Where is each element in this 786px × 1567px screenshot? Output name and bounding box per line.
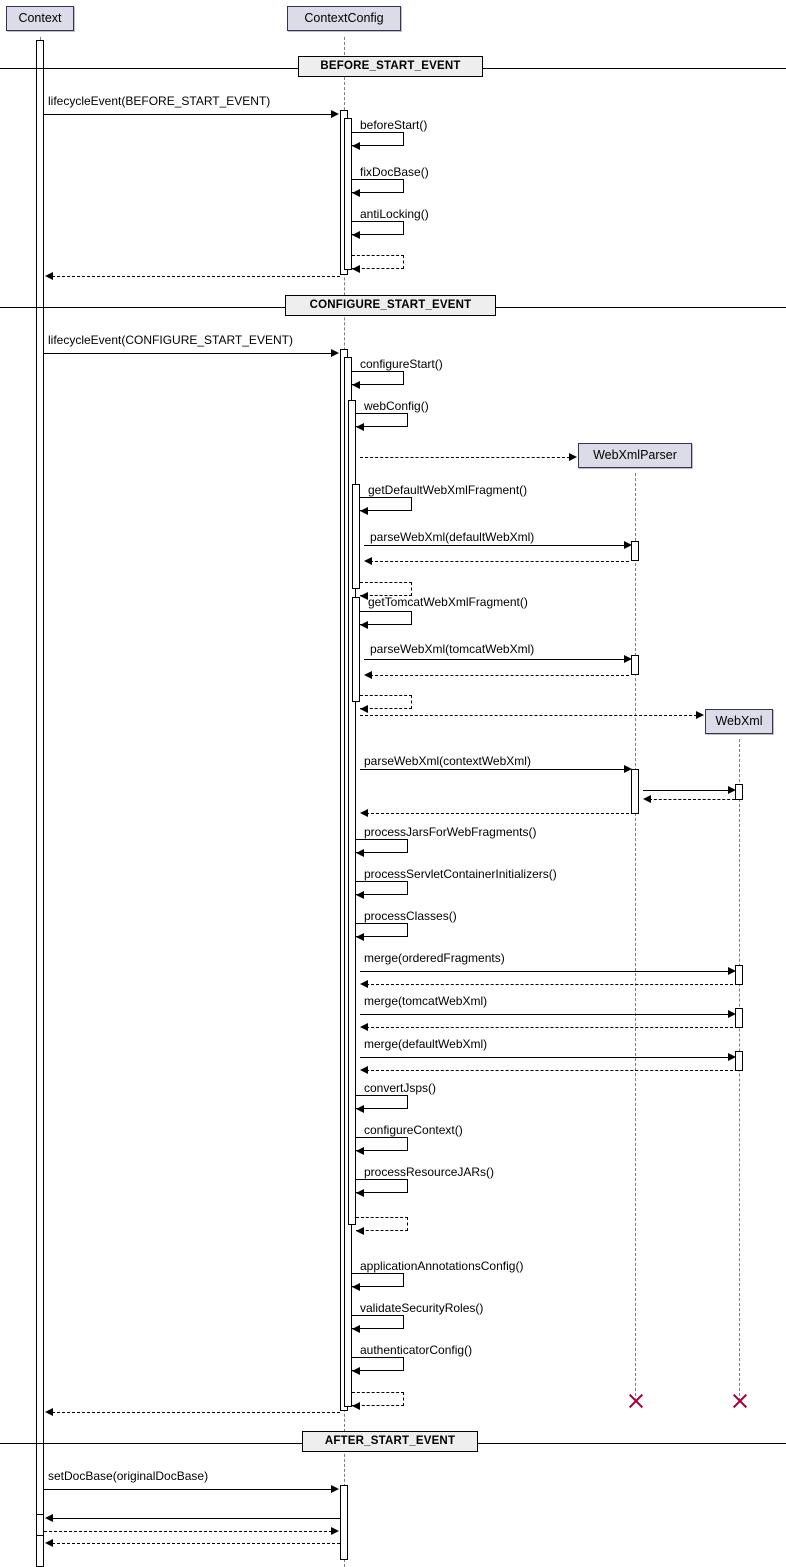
message-line-create-webxmlparser: [360, 457, 570, 458]
message-arrowhead-lifecycle-after-start: [331, 1485, 339, 1493]
message-line-return-configure-start: [52, 1412, 340, 1413]
message-line-merge-orderedfragments: [360, 971, 731, 972]
message-arrowhead-getdefaultwebxmlfragment: [360, 507, 368, 515]
message-arrowhead-webxmlparser-to-webxml: [728, 786, 736, 794]
message-label-authenticatorconfig: authenticatorConfig(): [360, 1343, 473, 1357]
message-line-merge-tomcatwebxml: [360, 1014, 731, 1015]
message-label-applicationannotationsconfig: applicationAnnotationsConfig(): [360, 1259, 524, 1273]
message-arrowhead-lifecycle-before-start: [331, 110, 339, 118]
message-line-lifecycle-before-start: [44, 114, 332, 115]
message-line-webxmlparser-to-webxml: [643, 790, 731, 791]
message-arrowhead-return-before-start: [45, 272, 53, 280]
message-label-processresourcejars: processResourceJARs(): [364, 1165, 495, 1179]
divider-label-before-start: BEFORE_START_EVENT: [298, 56, 483, 77]
message-arrowhead-return-merge-defaultwebxml: [360, 1066, 368, 1074]
message-arrowhead-webconfig: [356, 423, 364, 431]
message-arrowhead-return-merge-tomcatwebxml: [360, 1023, 368, 1031]
message-arrowhead-self-return-webconfig: [356, 1227, 364, 1235]
message-label-parsewebxml-default: parseWebXml(defaultWebXml): [370, 530, 535, 544]
message-arrowhead-processresourcejars: [356, 1189, 364, 1197]
message-arrowhead-return-merge-orderedfragments: [360, 980, 368, 988]
message-label-merge-defaultwebxml: merge(defaultWebXml): [364, 1037, 488, 1051]
activation-webxml-merge3: [735, 1051, 743, 1071]
message-label-configurecontext: configureContext(): [364, 1123, 463, 1137]
message-arrowhead-gettomcatwebxmlfragment: [360, 621, 368, 629]
message-line-return-merge-defaultwebxml: [366, 1070, 733, 1071]
destroy-marker-webxml: [730, 1392, 748, 1410]
message-arrowhead-return-setdocbase: [331, 1527, 339, 1535]
activation-contextconfig-after: [340, 1485, 348, 1560]
message-arrowhead-processclasses: [356, 933, 364, 941]
message-arrowhead-beforestart: [352, 142, 360, 150]
activation-webxml-merge2: [735, 1008, 743, 1028]
message-arrowhead-merge-defaultwebxml: [728, 1053, 736, 1061]
message-arrowhead-merge-orderedfragments: [728, 967, 736, 975]
participant-webxml[interactable]: WebXml: [705, 709, 773, 734]
activation-contextconfig-tomcatfragment: [352, 597, 360, 702]
message-label-lifecycle-before-start: lifecycleEvent(BEFORE_START_EVENT): [48, 94, 271, 108]
message-label-lifecycle-after-start: setDocBase(originalDocBase): [48, 1469, 209, 1483]
message-arrowhead-self-return-tomcatfragment: [360, 705, 368, 713]
activation-webxmlparser-tomcat: [631, 655, 639, 675]
message-line-return-before-start: [52, 276, 340, 277]
message-arrowhead-antilocking: [352, 231, 360, 239]
message-label-antilocking: antiLocking(): [360, 207, 429, 221]
message-line-create-webxml: [360, 715, 697, 716]
message-line-lifecycle-configure-start: [44, 353, 332, 354]
message-label-lifecycle-configure-start: lifecycleEvent(CONFIGURE_START_EVENT): [48, 333, 293, 347]
message-line-return-parsewebxml-context: [366, 813, 629, 814]
message-arrowhead-merge-tomcatwebxml: [728, 1010, 736, 1018]
message-arrowhead-configurestart: [352, 381, 360, 389]
message-label-beforestart: beforeStart(): [360, 118, 428, 132]
message-label-webconfig: webConfig(): [364, 399, 429, 413]
message-label-processclasses: processClasses(): [364, 909, 457, 923]
lifeline-webxmlparser: [635, 473, 636, 1401]
activation-contextconfig-defaultfragment: [352, 484, 360, 589]
message-arrowhead-return-configure-start: [45, 1408, 53, 1416]
message-arrowhead-self-return-configurestart: [352, 1402, 360, 1410]
message-arrowhead-return-parsewebxml-context: [360, 809, 368, 817]
message-arrowhead-authenticatorconfig: [352, 1367, 360, 1375]
message-line-return-merge-tomcatwebxml: [366, 1027, 733, 1028]
message-line-lifecycle-after-start: [44, 1489, 332, 1490]
message-line-merge-defaultwebxml: [360, 1057, 731, 1058]
message-line-return-parsewebxml-tomcat: [370, 675, 629, 676]
divider-label-configure-start: CONFIGURE_START_EVENT: [285, 295, 496, 316]
message-label-processservletcontainerinitializers: processServletContainerInitializers(): [364, 867, 557, 881]
activation-context-setdocbase: [36, 1514, 44, 1536]
message-line-return-after-start: [52, 1543, 340, 1544]
activation-webxmlparser-context: [631, 769, 639, 814]
message-label-processjarsforwebfragments: processJarsForWebFragments(): [364, 825, 537, 839]
activation-webxmlparser-default: [631, 541, 639, 561]
message-arrowhead-parsewebxml-default: [624, 541, 632, 549]
participant-webxmlparser[interactable]: WebXmlParser: [578, 443, 692, 468]
message-line-return-setdocbase: [44, 1531, 332, 1532]
message-arrowhead-fixdocbase: [352, 189, 360, 197]
message-arrowhead-create-webxmlparser: [569, 453, 577, 461]
message-line-webxml-to-webxmlparser: [649, 799, 735, 800]
message-arrowhead-applicationannotationsconfig: [352, 1283, 360, 1291]
divider-label-after-start: AFTER_START_EVENT: [302, 1431, 478, 1452]
message-arrowhead-processjarsforwebfragments: [356, 849, 364, 857]
message-line-return-parsewebxml-default: [370, 561, 629, 562]
message-arrowhead-webxml-to-webxmlparser: [643, 795, 651, 803]
activation-webxml-merge1: [735, 965, 743, 985]
message-label-validatesecurityroles: validateSecurityRoles(): [360, 1301, 484, 1315]
message-label-getdefaultwebxmlfragment: getDefaultWebXmlFragment(): [368, 483, 528, 497]
message-label-convertjsps: convertJsps(): [364, 1081, 437, 1095]
message-arrowhead-self-return-defaultfragment: [360, 592, 368, 600]
message-arrowhead-return-parsewebxml-default: [364, 557, 372, 565]
message-label-merge-tomcatwebxml: merge(tomcatWebXml): [364, 994, 488, 1008]
message-arrowhead-parsewebxml-context: [624, 765, 632, 773]
activation-context-1: [36, 40, 44, 1567]
activation-contextconfig-before-inner: [344, 118, 352, 270]
message-arrowhead-return-parsewebxml-tomcat: [364, 671, 372, 679]
activation-webxml-parse: [735, 784, 743, 800]
message-line-setdocbase: [52, 1518, 340, 1519]
message-label-parsewebxml-context: parseWebXml(contextWebXml): [364, 754, 531, 768]
message-arrowhead-setdocbase: [45, 1514, 53, 1522]
destroy-marker-webxmlparser: [626, 1392, 644, 1410]
message-label-fixdocbase: fixDocBase(): [360, 165, 429, 179]
message-arrowhead-validatesecurityroles: [352, 1325, 360, 1333]
message-arrowhead-processservletcontainerinitializers: [356, 891, 364, 899]
message-arrowhead-create-webxml: [696, 711, 704, 719]
message-label-merge-orderedfragments: merge(orderedFragments): [364, 951, 505, 965]
message-arrowhead-self-return-beforestart: [352, 265, 360, 273]
participant-context[interactable]: Context: [6, 6, 74, 31]
message-line-parsewebxml-tomcat: [364, 659, 627, 660]
message-line-return-merge-orderedfragments: [366, 984, 733, 985]
message-arrowhead-lifecycle-configure-start: [331, 349, 339, 357]
message-label-configurestart: configureStart(): [360, 357, 443, 371]
message-arrowhead-return-after-start: [45, 1539, 53, 1547]
message-label-gettomcatwebxmlfragment: getTomcatWebXmlFragment(): [368, 595, 528, 609]
message-line-parsewebxml-default: [364, 545, 627, 546]
message-arrowhead-convertjsps: [356, 1105, 364, 1113]
message-arrowhead-parsewebxml-tomcat: [624, 655, 632, 663]
message-label-parsewebxml-tomcat: parseWebXml(tomcatWebXml): [370, 642, 535, 656]
participant-contextconfig[interactable]: ContextConfig: [287, 6, 401, 31]
message-line-parsewebxml-context: [360, 769, 627, 770]
message-arrowhead-configurecontext: [356, 1147, 364, 1155]
